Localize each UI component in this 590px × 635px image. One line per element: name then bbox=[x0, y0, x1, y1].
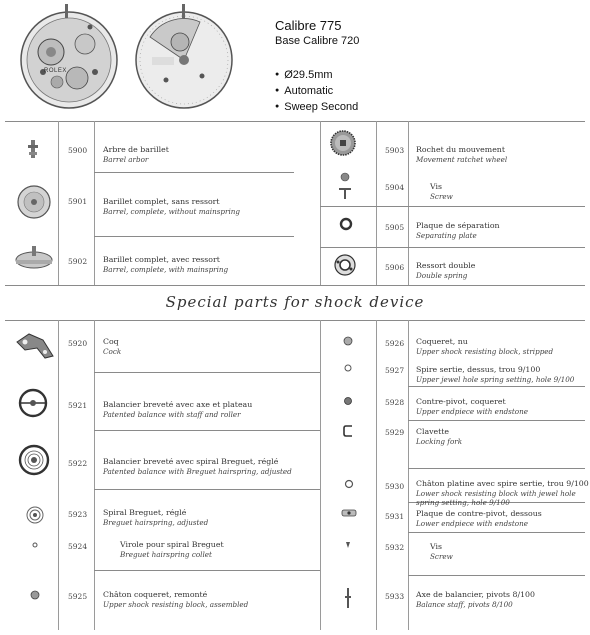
part-name-fr: Plaque de séparation bbox=[416, 221, 500, 230]
part-name-fr: Spiral Breguet, réglé bbox=[103, 508, 187, 517]
part-name-en: Barrel arbor bbox=[103, 155, 149, 164]
column-divider bbox=[94, 320, 95, 630]
calibre-title: Calibre 775 bbox=[275, 18, 342, 33]
base-calibre-subtitle: Base Calibre 720 bbox=[275, 35, 360, 47]
part-name-en: Cock bbox=[103, 347, 122, 356]
part-name-fr: Arbre de barillet bbox=[103, 145, 169, 154]
spec-diameter: ● Ø29.5mm bbox=[275, 68, 358, 84]
separating-plate-image bbox=[339, 217, 353, 231]
part-number: 5929 bbox=[385, 428, 405, 437]
balance-with-hairspring-image bbox=[17, 443, 51, 477]
movement-front-image bbox=[15, 2, 123, 110]
part-name-en-line2: spring setting, hole 9/100 bbox=[416, 498, 510, 507]
part-name-en: Upper shock resisting block, assembled bbox=[103, 600, 249, 609]
bottom-table-border bbox=[5, 320, 585, 321]
row-divider bbox=[94, 570, 320, 571]
column-divider bbox=[58, 320, 59, 630]
part-number: 5927 bbox=[385, 366, 405, 375]
part-name-fr: Châton platine avec spire sertie, trou 9/100 bbox=[416, 479, 589, 488]
part-number: 5931 bbox=[385, 512, 405, 521]
row-divider bbox=[320, 206, 585, 207]
part-name-en: Upper shock resisting block, stripped bbox=[416, 347, 554, 356]
row-divider bbox=[408, 468, 585, 469]
endpiece-image bbox=[343, 396, 353, 406]
ratchet-wheel-image bbox=[330, 130, 356, 156]
top-table-bottom-border bbox=[5, 285, 585, 286]
part-name-en: Screw bbox=[430, 192, 453, 201]
part-name-en: Balance staff, pivots 8/100 bbox=[416, 600, 513, 609]
row-divider bbox=[408, 532, 585, 533]
part-number: 5920 bbox=[68, 339, 88, 348]
part-number: 5921 bbox=[68, 401, 88, 410]
column-divider bbox=[376, 320, 377, 630]
jewel-setting-image bbox=[344, 364, 352, 372]
part-name-en: Barrel, complete, without mainspring bbox=[103, 207, 240, 216]
row-divider bbox=[94, 430, 320, 431]
double-spring-image bbox=[333, 253, 357, 277]
row-divider bbox=[320, 247, 585, 248]
part-number: 5903 bbox=[385, 146, 405, 155]
part-name-fr: Vis bbox=[430, 182, 442, 191]
part-name-en: Double spring bbox=[416, 271, 468, 280]
part-number: 5925 bbox=[68, 592, 88, 601]
part-name-en: Movement ratchet wheel bbox=[416, 155, 508, 164]
hairspring-image bbox=[25, 505, 45, 525]
part-name-en: Screw bbox=[430, 552, 453, 561]
column-divider bbox=[320, 121, 321, 285]
part-name-fr: Clavette bbox=[416, 427, 450, 436]
part-name-fr: Balancier breveté avec spiral Breguet, réglé bbox=[103, 457, 279, 466]
section-title: Special parts for shock device bbox=[165, 293, 425, 311]
part-name-fr: Ressort double bbox=[416, 261, 476, 270]
part-number: 5904 bbox=[385, 183, 405, 192]
lower-block-image bbox=[344, 479, 354, 489]
row-divider bbox=[408, 575, 585, 576]
part-number: 5924 bbox=[68, 542, 88, 551]
screw-image bbox=[338, 172, 352, 200]
column-divider bbox=[320, 320, 321, 630]
part-number: 5901 bbox=[68, 197, 88, 206]
row-divider bbox=[94, 236, 294, 237]
part-number: 5906 bbox=[385, 263, 405, 272]
part-number: 5900 bbox=[68, 146, 88, 155]
column-divider bbox=[376, 121, 377, 285]
part-name-fr: Axe de balancier, pivots 8/100 bbox=[416, 590, 535, 599]
part-name-fr: Vis bbox=[430, 542, 442, 551]
row-divider bbox=[408, 386, 585, 387]
part-name-en: Separating plate bbox=[416, 231, 477, 240]
part-name-en: Lower shock resisting block with jewel hole bbox=[416, 489, 576, 498]
balance-image bbox=[17, 387, 49, 419]
part-number: 5926 bbox=[385, 339, 405, 348]
part-name-en: Barrel, complete, with mainspring bbox=[103, 265, 229, 274]
top-table-border bbox=[5, 121, 585, 122]
lower-endpiece-image bbox=[341, 508, 357, 518]
part-name-fr: Rochet du mouvement bbox=[416, 145, 505, 154]
spec-list bbox=[275, 68, 358, 116]
small-screw-image bbox=[345, 541, 351, 549]
part-name-en: Breguet hairspring, adjusted bbox=[103, 518, 209, 527]
part-name-fr: Coq bbox=[103, 337, 119, 346]
part-name-fr: Balancier breveté avec axe et plateau bbox=[103, 400, 253, 409]
part-name-en: Locking fork bbox=[416, 437, 463, 446]
part-name-en: Upper jewel hole spring setting, hole 9/100 bbox=[416, 375, 575, 384]
part-name-fr: Spire sertie, dessus, trou 9/100 bbox=[416, 365, 541, 374]
row-divider bbox=[408, 420, 585, 421]
part-number: 5930 bbox=[385, 482, 405, 491]
upper-block-image bbox=[343, 336, 353, 346]
rolex-movement-engraving: ROLEX bbox=[44, 68, 67, 74]
column-divider bbox=[58, 121, 59, 285]
part-name-fr: Plaque de contre-pivot, dessous bbox=[416, 509, 542, 518]
movement-rotor-side-image bbox=[130, 2, 238, 110]
part-name-fr: Barillet complet, avec ressort bbox=[103, 255, 220, 264]
part-name-fr: Contre-pivot, coqueret bbox=[416, 397, 506, 406]
part-number: 5932 bbox=[385, 543, 405, 552]
part-number: 5905 bbox=[385, 223, 405, 232]
barrel-arbor-image bbox=[25, 140, 41, 158]
spec-automatic: ● Automatic bbox=[275, 84, 358, 100]
shock-block-image bbox=[30, 590, 40, 600]
part-name-fr: Barillet complet, sans ressort bbox=[103, 197, 220, 206]
balance-staff-image bbox=[344, 588, 352, 608]
part-name-fr: Virole pour spiral Breguet bbox=[120, 540, 224, 549]
spec-sweep-second: ● Sweep Second bbox=[275, 100, 358, 116]
part-number: 5902 bbox=[68, 257, 88, 266]
part-name-fr: Châton coqueret, remonté bbox=[103, 590, 208, 599]
part-name-en: Patented balance with Breguet hairspring, adjusted bbox=[103, 467, 292, 476]
cock-image bbox=[15, 330, 55, 360]
barrel-with-mainspring-image bbox=[14, 246, 54, 272]
part-number: 5923 bbox=[68, 510, 88, 519]
row-divider bbox=[94, 489, 320, 490]
part-number: 5928 bbox=[385, 398, 405, 407]
barrel-image bbox=[16, 184, 52, 220]
row-divider bbox=[94, 372, 320, 373]
row-divider bbox=[94, 172, 294, 173]
part-name-en: Patented balance with staff and roller bbox=[103, 410, 241, 419]
locking-fork-image bbox=[342, 424, 354, 438]
part-number: 5933 bbox=[385, 592, 405, 601]
collet-image bbox=[32, 542, 38, 548]
part-name-fr: Coqueret, nu bbox=[416, 337, 468, 346]
part-name-en: Breguet hairspring collet bbox=[120, 550, 212, 559]
part-name-en: Lower endpiece with endstone bbox=[416, 519, 528, 528]
part-name-en: Upper endpiece with endstone bbox=[416, 407, 528, 416]
part-number: 5922 bbox=[68, 459, 88, 468]
